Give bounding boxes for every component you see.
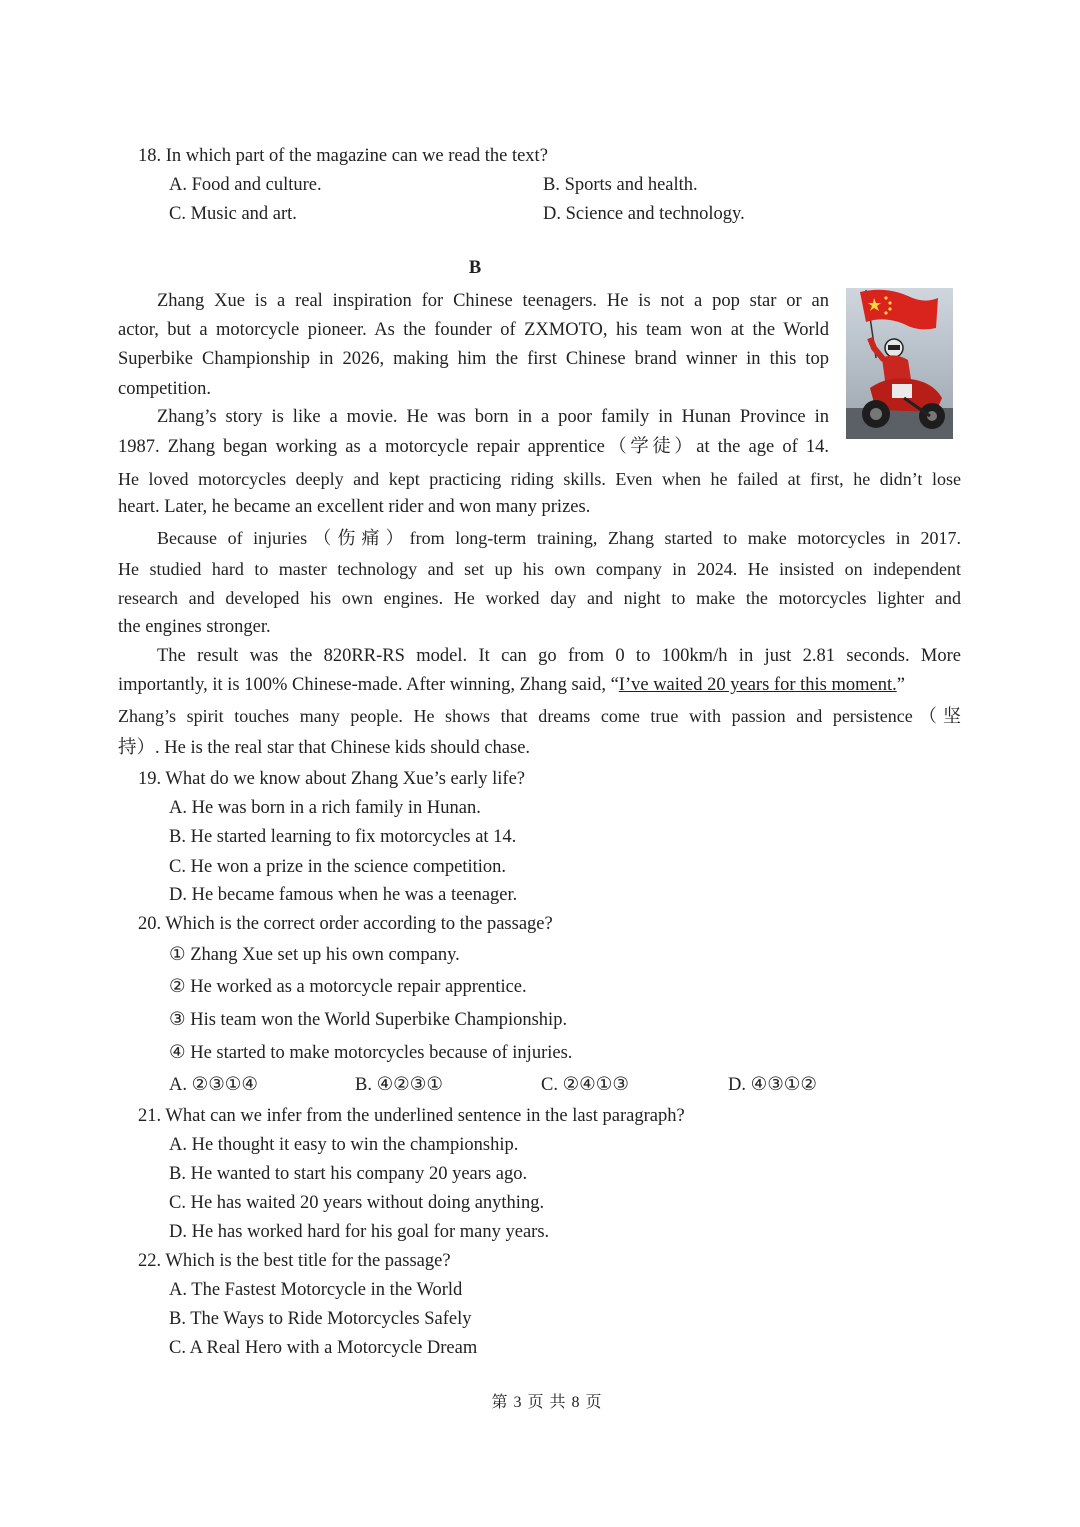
q19-option-d: D. He became famous when he was a teenager. [169, 885, 518, 905]
q20-event-1: ① Zhang Xue set up his own company. [169, 945, 460, 965]
q18-option-b: B. Sports and health. [543, 175, 698, 195]
q20-option-a: A. ②③①④ [169, 1075, 258, 1095]
passage-text: ” [896, 675, 905, 695]
section-heading: B [468, 258, 482, 278]
passage-line: actor, but a motorcycle pioneer. As the founder of ZXMOTO, his team won at the World [118, 320, 829, 340]
q21-stem: 21. What can we infer from the underlined sentence in the last paragraph? [138, 1106, 685, 1126]
q19-option-b: B. He started learning to fix motorcycles at 14. [169, 827, 517, 847]
q19-option-a: A. He was born in a rich family in Hunan. [169, 798, 481, 818]
motorcycle-rider-photo [846, 288, 953, 439]
passage-text: importantly, it is 100% Chinese-made. After winning, Zhang said, “ [118, 675, 619, 695]
q19-stem: 19. What do we know about Zhang Xue’s early life? [138, 769, 526, 789]
passage-line: Zhang’s spirit touches many people. He shows that dreams come true with passion and persistence（坚 [118, 706, 961, 726]
q18-stem: 18. In which part of the magazine can we read the text? [138, 146, 548, 166]
page-number-footer: 第 3 页 共 8 页 [491, 1394, 603, 1411]
passage-line: The result was the 820RR-RS model. It can go from 0 to 100km/h in just 2.81 seconds. More [157, 646, 961, 666]
q22-stem: 22. Which is the best title for the passage? [138, 1251, 451, 1271]
passage-line: Superbike Championship in 2026, making him the first Chinese brand winner in this top [118, 349, 829, 369]
passage-line: research and developed his own engines. He worked day and night to make the motorcycles lighter and [118, 588, 961, 608]
q20-stem: 20. Which is the correct order according to the passage? [138, 914, 553, 934]
q20-event-4: ④ He started to make motorcycles because of injuries. [169, 1043, 573, 1063]
q18-option-c: C. Music and art. [169, 204, 297, 224]
q22-option-a: A. The Fastest Motorcycle in the World [169, 1280, 463, 1300]
q21-option-a: A. He thought it easy to win the championship. [169, 1135, 519, 1155]
passage-line: 1987. Zhang began working as a motorcycle repair apprentice（学徒）at the age of 14. [118, 437, 829, 457]
passage-line: heart. Later, he became an excellent rider and won many prizes. [118, 497, 591, 517]
q18-option-d: D. Science and technology. [543, 204, 745, 224]
q21-option-c: C. He has waited 20 years without doing anything. [169, 1193, 545, 1213]
passage-line: competition. [118, 379, 211, 399]
passage-line: He studied hard to master technology and set up his own company in 2024. He insisted on independent [118, 559, 961, 579]
passage-line: Because of injuries（伤痛）from long-term training, Zhang started to make motorcycles in 2017. [157, 528, 961, 548]
q21-option-b: B. He wanted to start his company 20 years ago. [169, 1164, 528, 1184]
passage-line: Zhang’s story is like a movie. He was born in a poor family in Hunan Province in [157, 407, 829, 427]
passage-line: Zhang Xue is a real inspiration for Chinese teenagers. He is not a pop star or an [157, 291, 829, 311]
q22-option-b: B. The Ways to Ride Motorcycles Safely [169, 1309, 472, 1329]
q20-option-d: D. ④③①② [728, 1075, 817, 1095]
q20-event-3: ③ His team won the World Superbike Championship. [169, 1010, 568, 1030]
q19-option-c: C. He won a prize in the science competition. [169, 857, 507, 877]
passage-line: He loved motorcycles deeply and kept practicing riding skills. Even when he failed at first, he didn’t lose [118, 469, 961, 489]
underlined-sentence: I’ve waited 20 years for this moment. [618, 675, 897, 695]
passage-line-underlined [118, 672, 905, 698]
q20-event-2: ② He worked as a motorcycle repair apprentice. [169, 977, 527, 997]
q20-option-c: C. ②④①③ [541, 1075, 629, 1095]
q18-option-a: A. Food and culture. [169, 175, 322, 195]
passage-line: 持）. He is the real star that Chinese kids should chase. [118, 738, 531, 758]
passage-line: the engines stronger. [118, 617, 271, 637]
q22-option-c: C. A Real Hero with a Motorcycle Dream [169, 1338, 478, 1358]
q21-option-d: D. He has worked hard for his goal for many years. [169, 1222, 550, 1242]
rider-flag-illustration [846, 288, 953, 439]
q20-option-b: B. ④②③① [355, 1075, 443, 1095]
